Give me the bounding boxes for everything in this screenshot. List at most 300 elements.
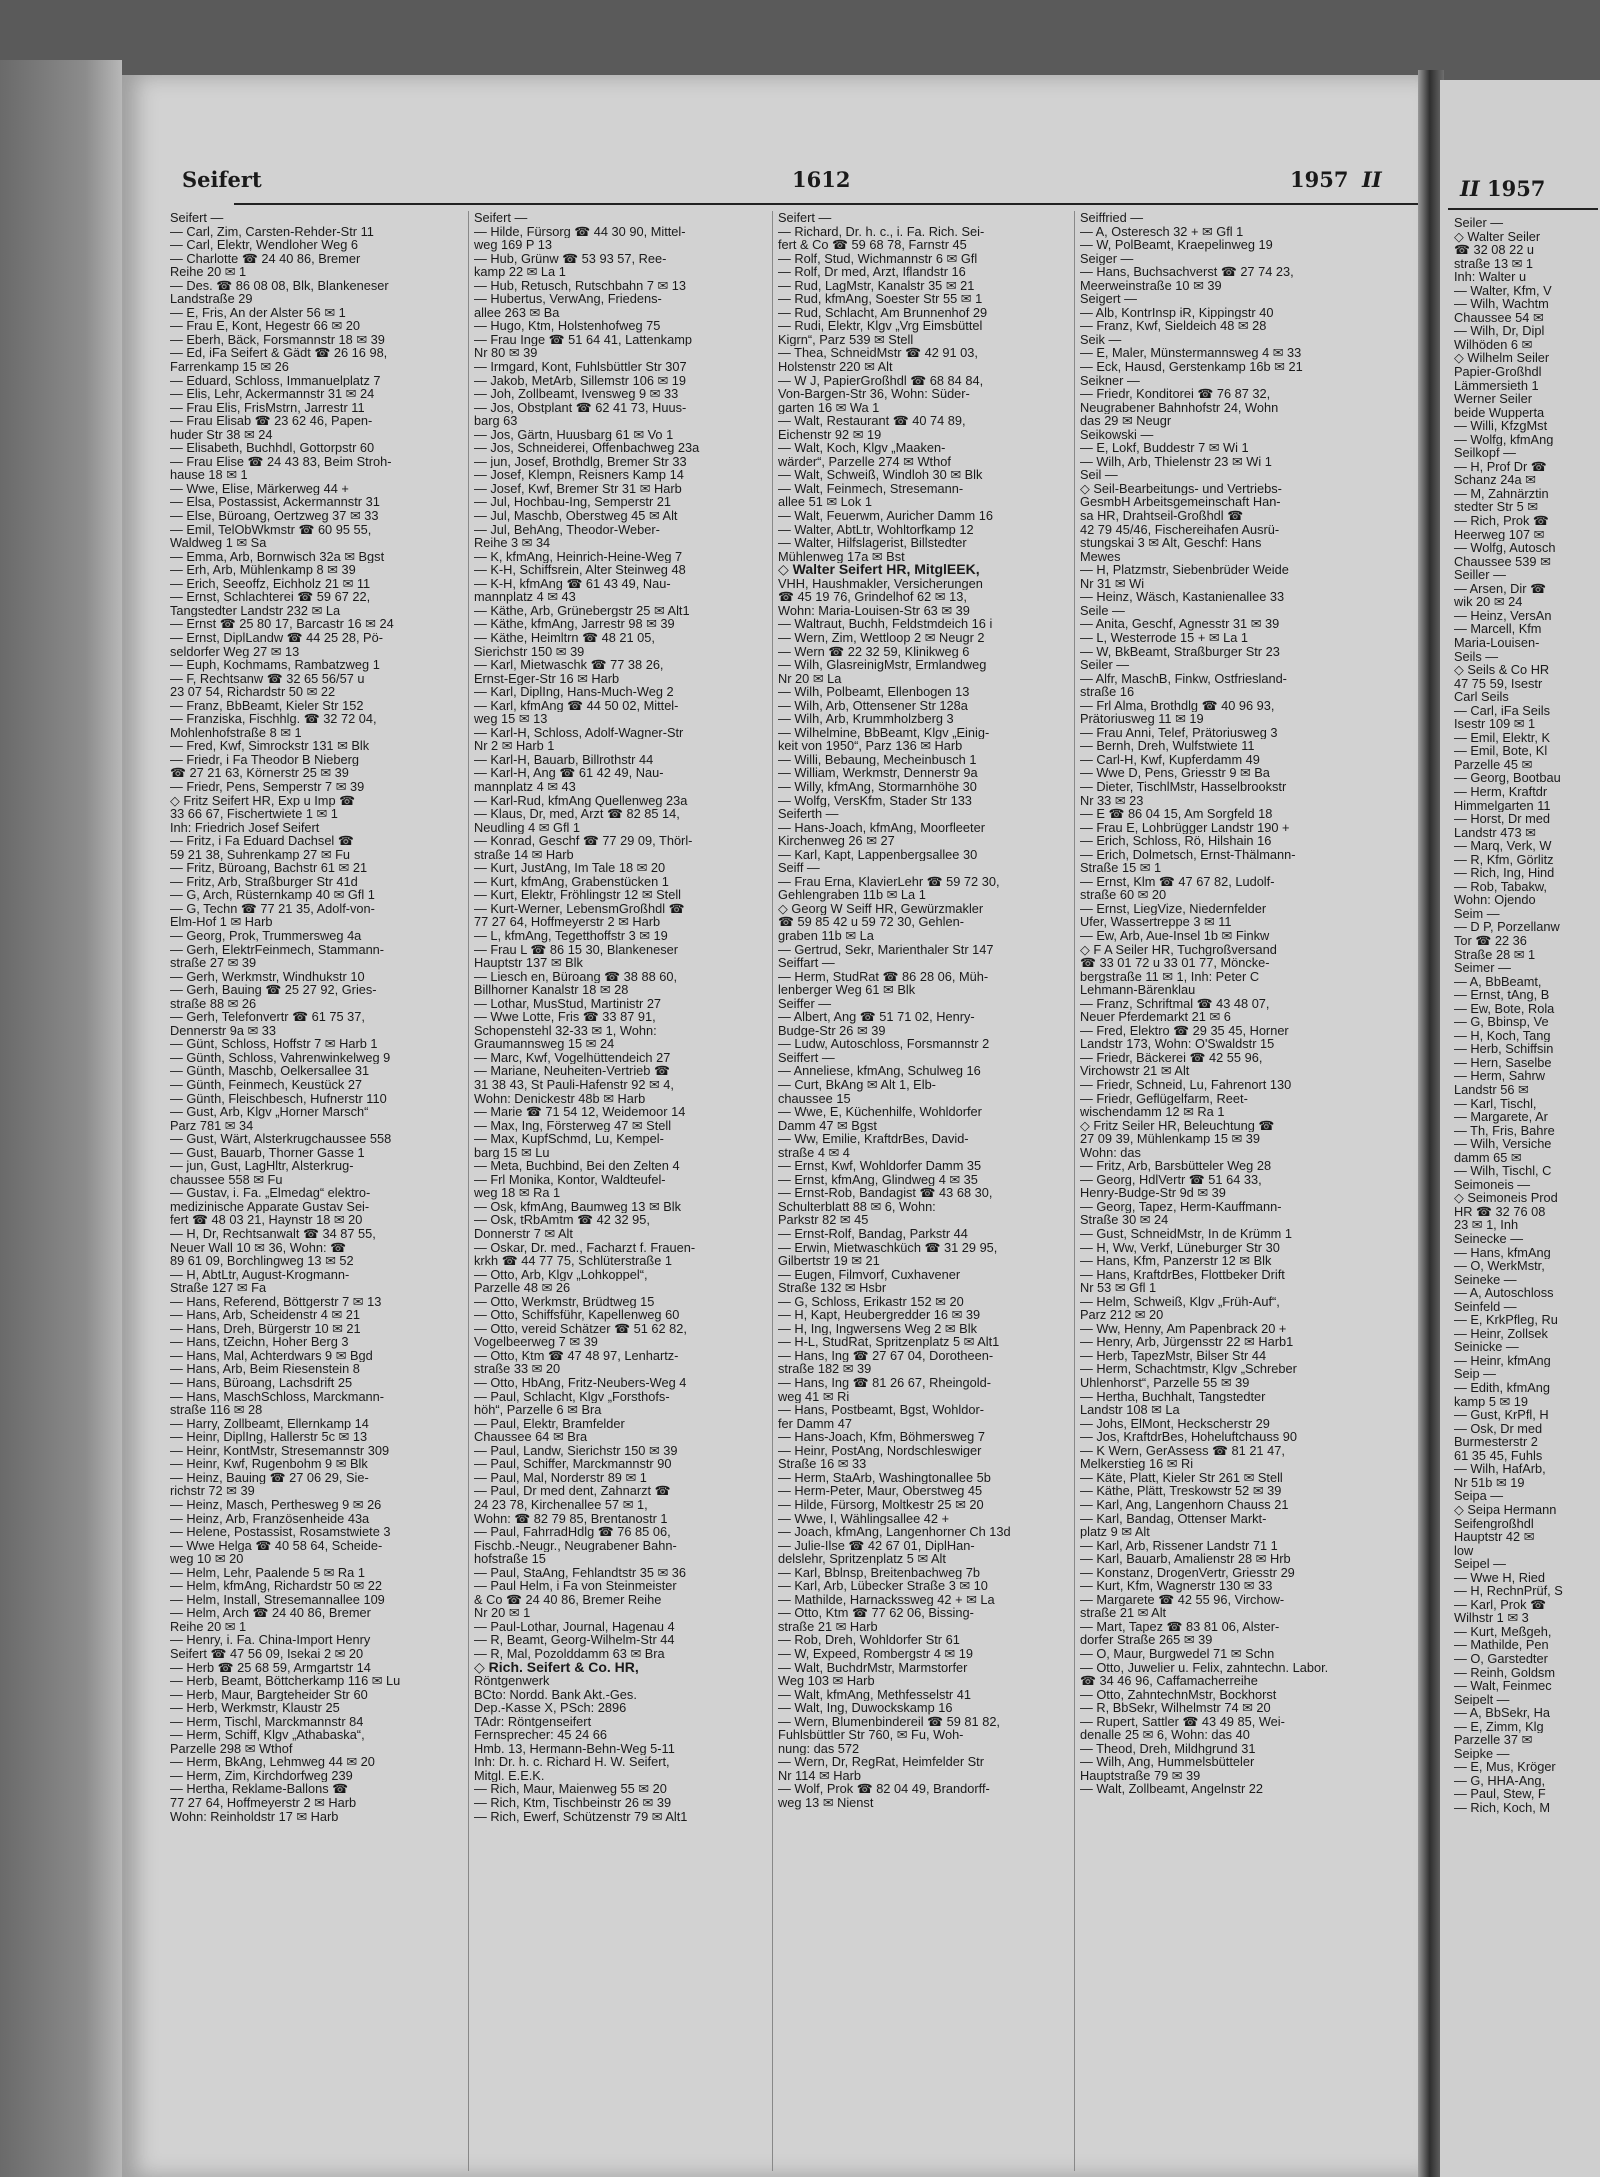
- directory-entry-line: Elm-Hof 1 ✉ Harb: [170, 915, 273, 929]
- directory-entry-line: — Albert, Ang ☎ 51 71 02, Henry-: [778, 1010, 975, 1024]
- directory-entry-line: — Wwe Helga ☎ 40 58 64, Scheide-: [170, 1538, 383, 1553]
- directory-entry-line: — Wolfg, VersKfm, Stader Str 133: [778, 793, 972, 808]
- directory-entry-line: — Ernst, DiplLandw ☎ 44 25 28, Pö-: [170, 630, 383, 645]
- directory-entry-line: sa HR, Drahtseil-Großhdl ☎: [1080, 509, 1244, 523]
- facing-entry-line: — Ernst, tAng, B: [1454, 988, 1550, 1002]
- directory-entry-line: — Walt, Feuerwm, Auricher Damm 16: [778, 509, 993, 523]
- directory-entry-line: krkh ☎ 44 77 75, Schlüterstraße 1: [474, 1254, 673, 1268]
- directory-entry-line: — Frau L ☎ 86 15 30, Blankeneser: [474, 942, 678, 957]
- directory-entry-line: — Frau E, Kont, Hegestr 66 ✉ 20: [170, 319, 360, 333]
- directory-entry-line: ◇ Rich. Seifert & Co. HR,: [474, 1660, 639, 1675]
- directory-entry-line: — Herb, TapezMstr, Bilser Str 44: [1080, 1348, 1267, 1363]
- directory-entry-line: — Rolf, Stud, Wichmannstr 6 ✉ Gfl: [778, 251, 978, 266]
- column-4: [1080, 211, 1395, 1796]
- directory-entry-line: — Herb, Werkmstr, Klaustr 25: [170, 1701, 340, 1715]
- directory-entry-line: — Gustav, i. Fa. „Elmedag“ elektro-: [170, 1186, 371, 1200]
- directory-entry-line: Reihe 20 ✉ 1: [170, 265, 247, 279]
- directory-entry-line: Seiferth —: [778, 807, 839, 821]
- directory-entry-line: — Hans, Referend, Böttgerstr 7 ✉ 13: [170, 1294, 382, 1309]
- directory-entry-line: — Otto, Werkmstr, Brüdtweg 15: [474, 1294, 655, 1309]
- directory-entry-line: — Fritz, Büroang, Bachstr 61 ✉ 21: [170, 861, 368, 875]
- facing-entry-line: — Karl, Tischl,: [1454, 1096, 1537, 1111]
- directory-entry-line: — Ernst, Kwf, Wohldorfer Damm 35: [778, 1159, 982, 1173]
- directory-entry-line: — Marc, Kwf, Vogelhüttendeich 27: [474, 1050, 671, 1065]
- directory-entry-line: straße 27 ✉ 39: [170, 956, 257, 970]
- facing-entry-line: — Karl, Prok ☎: [1454, 1597, 1547, 1612]
- directory-entry-line: — Osk, kfmAng, Baumweg 13 ✉ Blk: [474, 1199, 682, 1214]
- directory-entry-line: Nr 2 ✉ Harb 1: [474, 739, 555, 753]
- directory-entry-line: Melkerstieg 16 ✉ Ri: [1080, 1457, 1194, 1471]
- directory-entry-line: Straße 132 ✉ Hsbr: [778, 1281, 887, 1295]
- directory-entry-line: — Eugen, Filmvorf, Cuxhavener: [778, 1267, 961, 1282]
- facing-page-year: 1957: [1486, 176, 1546, 201]
- directory-entry-line: — Hans, Mal, Achterdwars 9 ✉ Bgd: [170, 1348, 373, 1363]
- directory-entry-line: Fuhlsbüttler Str 760, ✉ Fu, Woh-: [778, 1728, 964, 1742]
- directory-entry-line: — Käthe, Plätt, Treskowstr 52 ✉ 39: [1080, 1484, 1282, 1498]
- directory-entry-line: — Helene, Postassist, Rosamstwiete 3: [170, 1525, 391, 1539]
- directory-entry-line: — Hans, Arb, Beim Riesenstein 8: [170, 1362, 360, 1377]
- directory-entry-line: Reihe 3 ✉ 34: [474, 536, 551, 550]
- directory-entry-line: — Rud, kfmAng, Soester Str 55 ✉ 1: [778, 292, 983, 306]
- directory-entry-line: — Ernst-Rob, Bandagist ☎ 43 68 30,: [778, 1186, 993, 1200]
- facing-entry-line: Seiller —: [1454, 568, 1506, 582]
- directory-entry-line: medizinische Apparate Gustav Sei-: [170, 1199, 370, 1214]
- directory-entry-line: TAdr: Röntgenseifert: [474, 1714, 592, 1729]
- facing-entry-line: Landstr 56 ✉: [1454, 1083, 1529, 1097]
- directory-entry-line: — Kurt, Kfm, Wagnerstr 130 ✉ 33: [1080, 1579, 1273, 1593]
- directory-entry-line: straße 182 ✉ 39: [778, 1362, 872, 1377]
- directory-entry-line: ☎ 34 46 96, Caffamacherreihe: [1080, 1674, 1258, 1688]
- directory-entry-line: Seifert —: [474, 211, 528, 225]
- directory-entry-line: — Frau Elise ☎ 24 43 83, Beim Stroh-: [170, 454, 392, 469]
- directory-entry-line: — Liesch en, Büroang ☎ 38 88 60,: [474, 969, 678, 984]
- directory-entry-line: — Käthe, kfmAng, Jarrestr 98 ✉ 39: [474, 617, 675, 631]
- directory-entry-line: Seil —: [1080, 468, 1118, 482]
- facing-entry-line: — Wilh, Tischl, C: [1454, 1164, 1552, 1178]
- directory-entry-line: — Frl Monika, Kontor, Waldteufel-: [474, 1172, 666, 1187]
- directory-entry-line: Schulterblatt 88 ✉ 6, Wohn:: [778, 1199, 936, 1214]
- facing-entry-line: Parzelle 45 ✉: [1454, 757, 1533, 772]
- facing-entry-line: — Margarete, Ar: [1454, 1110, 1548, 1124]
- facing-entry-line: Seipke —: [1454, 1746, 1510, 1761]
- directory-entry-line: Seiffert —: [778, 1050, 835, 1065]
- directory-entry-line: — Curt, BkAng ✉ Alt 1, Elb-: [778, 1078, 936, 1092]
- directory-entry-line: Hauptstraße 79 ✉ 39: [1080, 1768, 1201, 1783]
- facing-entry-line: 47 75 59, Isestr: [1454, 676, 1543, 691]
- directory-entry-line: — Georg, HdlVertr ☎ 51 64 33,: [1080, 1172, 1262, 1187]
- directory-entry-line: — Herm, StudRat ☎ 86 28 06, Müh-: [778, 969, 989, 984]
- directory-entry-line: — Friedr, Schneid, Lu, Fahrenort 130: [1080, 1078, 1292, 1092]
- directory-entry-line: — W, BkBeamt, Straßburger Str 23: [1080, 644, 1280, 659]
- directory-entry-line: Seifert ☎ 47 56 09, Isekai 2 ✉ 20: [170, 1646, 364, 1661]
- directory-entry-line: Inh: Friedrich Josef Seifert: [170, 820, 320, 835]
- facing-entry-line: — Rob, Tabakw,: [1454, 879, 1547, 894]
- directory-entry-line: — Paul, Schlacht, Klgv „Forsthofs-: [474, 1389, 670, 1404]
- directory-entry-line: — Jos, KraftdrBes, Hoheluftchauss 90: [1080, 1430, 1297, 1444]
- facing-entry-line: — Arsen, Dir ☎: [1454, 581, 1547, 596]
- directory-entry-line: barg 63: [474, 414, 518, 428]
- facing-entry-line: stedter Str 5 ✉: [1454, 500, 1538, 515]
- directory-entry-line: weg 169 P 13: [474, 238, 553, 252]
- facing-entry-line: beide Wupperta: [1454, 405, 1545, 420]
- page-header-name: Seifert: [182, 167, 262, 192]
- directory-entry-line: — Alb, KontrInsp iR, Kippingstr 40: [1080, 305, 1274, 320]
- directory-entry-line: — Hans-Joach, kfmAng, Moorfleeter: [778, 820, 985, 835]
- directory-entry-line: — Erwin, Mietwaschküch ☎ 31 29 95,: [778, 1240, 998, 1255]
- directory-entry-line: Kirchenweg 26 ✉ 27: [778, 834, 895, 848]
- directory-entry-line: — W, PolBeamt, Kraepelinweg 19: [1080, 238, 1273, 252]
- directory-entry-line: — Karl, Mietwaschk ☎ 77 38 26,: [474, 658, 664, 672]
- directory-entry-line: Virchowstr 21 ✉ Alt: [1080, 1064, 1190, 1078]
- facing-entry-line: — Wilh, Versiche: [1454, 1137, 1552, 1151]
- directory-entry-line: Landstr 173, Wohn: O'Swaldstr 15: [1080, 1037, 1275, 1051]
- directory-entry-line: — Franziska, Fischhlg. ☎ 32 72 04,: [170, 712, 377, 726]
- directory-entry-line: — Ludw, Autoschloss, Forsmannstr 2: [778, 1037, 990, 1051]
- directory-entry-line: — Hans, tZeichn, Hoher Berg 3: [170, 1335, 349, 1349]
- facing-entry-line: Burmesterstr 2: [1454, 1435, 1538, 1449]
- directory-entry-line: — Hans-Joach, Kfm, Böhmersweg 7: [778, 1430, 985, 1444]
- facing-entry-line: — D P, Porzellanw: [1454, 920, 1560, 934]
- facing-entry-line: — Rich, Koch, M: [1454, 1800, 1551, 1815]
- directory-entry-line: Röntgenwerk: [474, 1674, 550, 1688]
- directory-entry-line: Neugrabener Bahnhofstr 24, Wohn: [1080, 400, 1279, 415]
- directory-entry-line: Ernst-Eger-Str 16 ✉ Harb: [474, 671, 620, 686]
- directory-entry-line: — E, Fris, An der Alster 56 ✉ 1: [170, 305, 346, 320]
- directory-entry-line: — Jakob, MetArb, Sillemstr 106 ✉ 19: [474, 373, 686, 388]
- facing-entry-line: Seils —: [1454, 649, 1499, 664]
- directory-entry-line: — Walt, Zollbeamt, Angelnstr 22: [1080, 1782, 1264, 1796]
- directory-entry-line: — Erich, Dolmetsch, Ernst-Thälmann-: [1080, 847, 1296, 862]
- directory-entry-line: — Paul, Landw, Sierichstr 150 ✉ 39: [474, 1443, 678, 1458]
- directory-entry-line: — Max, Ing, Försterweg 47 ✉ Stell: [474, 1118, 672, 1133]
- directory-entry-line: Wohn: ☎ 82 79 85, Brentanostr 1: [474, 1511, 668, 1526]
- directory-entry-line: Mewes: [1080, 549, 1121, 564]
- directory-entry-line: — Henry, Arb, Jürgensstr 22 ✉ Harb1: [1080, 1335, 1294, 1349]
- facing-entry-line: — Willi, KfzgMst: [1454, 419, 1548, 433]
- directory-entry-line: Tangstedter Landstr 232 ✉ La: [170, 603, 341, 618]
- directory-entry-line: Parkstr 82 ✉ 45: [778, 1213, 869, 1228]
- directory-entry-line: — Käthe, Heimltrn ☎ 48 21 05,: [474, 630, 655, 645]
- directory-entry-line: — Hub, Grünw ☎ 53 93 57, Ree-: [474, 251, 667, 266]
- directory-entry-line: — Henry, i. Fa. China-Import Henry: [170, 1633, 371, 1647]
- facing-entry-line: — Horst, Dr med: [1454, 812, 1550, 826]
- directory-entry-line: straße 21 ✉ Alt: [1080, 1606, 1167, 1620]
- facing-entry-line: — Herm, Kraftdr: [1454, 784, 1548, 799]
- directory-entry-line: — Wolf, Prok ☎ 82 04 49, Brandorff-: [778, 1782, 990, 1796]
- facing-entry-line: Seifengroßhdl: [1454, 1516, 1534, 1531]
- directory-entry-line: Seiff —: [778, 861, 820, 875]
- header-rule: [234, 203, 1419, 205]
- directory-entry-line: — A, Osteresch 32 + ✉ Gfl 1: [1080, 224, 1244, 239]
- directory-entry-line: platz 9 ✉ Alt: [1080, 1525, 1150, 1539]
- left-edge-shadow: [0, 60, 122, 2177]
- directory-entry-line: — Rich, Ktm, Tischbeinstr 26 ✉ 39: [474, 1795, 672, 1810]
- directory-entry-line: weg 18 ✉ Ra 1: [474, 1186, 561, 1200]
- directory-entry-line: — Wern, Dr, RegRat, Heimfelder Str: [778, 1755, 984, 1769]
- directory-entry-line: — Gertrud, Sekr, Marienthaler Str 147: [778, 942, 994, 957]
- facing-entry-line: ◇ Wilhelm Seiler: [1454, 351, 1550, 366]
- directory-entry-line: — Heinz, Bauing ☎ 27 06 29, Sie-: [170, 1470, 369, 1485]
- facing-entry-line: — H, RechnPrüf, S: [1454, 1584, 1563, 1598]
- directory-entry-line: ☎ 33 01 72 u 33 01 77, Möncke-: [1080, 956, 1270, 970]
- directory-entry-line: Nr 80 ✉ 39: [474, 346, 538, 361]
- directory-entry-line: — Günth, Maschb, Oelkersallee 31: [170, 1064, 370, 1078]
- directory-entry-line: — Gerh, Bauing ☎ 25 27 92, Gries-: [170, 983, 377, 997]
- directory-entry-line: Neudling 4 ✉ Gfl 1: [474, 820, 581, 835]
- directory-entry-line: ☎ 45 19 76, Grindelhof 62 ✉ 13,: [778, 590, 967, 604]
- facing-entry-line: — R, Kfm, Görlitz: [1454, 852, 1554, 867]
- directory-entry-line: Seiger —: [1080, 251, 1134, 266]
- directory-entry-line: Nr 31 ✉ Wi: [1080, 576, 1145, 591]
- facing-entry-line: — A, BbSekr, Ha: [1454, 1706, 1551, 1720]
- directory-entry-line: — Helm, Install, Stresemannallee 109: [170, 1592, 385, 1607]
- directory-entry-line: — Franz, Schriftmal ☎ 43 48 07,: [1080, 996, 1270, 1011]
- facing-page: [1440, 80, 1600, 2177]
- directory-entry-line: ◇ Fritz Seiler HR, Beleuchtung ☎: [1080, 1118, 1275, 1133]
- directory-entry-line: — O, Maur, Burgwedel 71 ✉ Schn: [1080, 1646, 1275, 1661]
- directory-entry-line: — Kurt, JustAng, Im Tale 18 ✉ 20: [474, 861, 666, 875]
- directory-entry-line: — H, Kapt, Heubergredder 16 ✉ 39: [778, 1308, 981, 1322]
- directory-entry-line: höh“, Parzelle 6 ✉ Bra: [474, 1403, 602, 1417]
- directory-entry-line: straße 14 ✉ Harb: [474, 847, 574, 862]
- directory-entry-line: Ufer, Wassertreppe 3 ✉ 11: [1080, 915, 1232, 929]
- directory-entry-line: — Eck, Hausd, Gerstenkamp 16b ✉ 21: [1080, 360, 1303, 374]
- facing-entry-line: Straße 28 ✉ 1: [1454, 947, 1536, 962]
- directory-entry-line: — Eberh, Bäck, Forsmannstr 18 ✉ 39: [170, 332, 385, 347]
- directory-entry-line: fer Damm 47: [778, 1416, 852, 1431]
- directory-entry-line: nung: das 572: [778, 1741, 860, 1756]
- directory-entry-line: — Rich, Maur, Maienweg 55 ✉ 20: [474, 1782, 667, 1796]
- directory-entry-line: — Wern, Zim, Wettloop 2 ✉ Neugr 2: [778, 630, 985, 645]
- directory-entry-line: Fernsprecher: 45 24 66: [474, 1728, 608, 1742]
- directory-entry-line: Inh: Dr. h. c. Richard H. W. Seifert,: [474, 1755, 670, 1769]
- facing-entry-line: Werner Seiler: [1454, 392, 1532, 406]
- facing-page-column: [1454, 216, 1600, 1815]
- directory-entry-line: Fischb.-Neugr., Neugrabener Bahn-: [474, 1538, 677, 1553]
- directory-entry-line: ☎ 59 85 42 u 59 72 30, Gehlen-: [778, 915, 964, 929]
- directory-entry-line: Nr 20 ✉ 1: [474, 1606, 531, 1620]
- directory-entry-line: — Carl-H, Kwf, Kupferdamm 49: [1080, 752, 1260, 767]
- directory-entry-line: — Rudi, Elektr, Klgv „Vrg Eimsbüttel: [778, 319, 983, 333]
- directory-entry-line: — Walt, Koch, Klgv „Maaken-: [778, 441, 946, 455]
- directory-entry-line: — Friedr, Geflügelfarm, Reet-: [1080, 1091, 1248, 1106]
- directory-entry-line: — K-H, kfmAng ☎ 61 43 49, Nau-: [474, 576, 671, 591]
- directory-entry-line: Weg 103 ✉ Harb: [778, 1674, 875, 1688]
- directory-entry-line: — Karl, Bandag, Ottenser Markt-: [1080, 1511, 1267, 1526]
- directory-entry-line: Vogelbeerweg 7 ✉ 39: [474, 1335, 598, 1349]
- directory-entry-line: — K Wern, GerAssess ☎ 81 21 47,: [1080, 1443, 1285, 1458]
- directory-entry-line: 59 21 38, Suhrenkamp 27 ✉ Fu: [170, 847, 351, 862]
- directory-entry-line: — Carl, Elektr, Wendloher Weg 6: [170, 238, 359, 252]
- facing-entry-line: — Walt, Feinmec: [1454, 1679, 1552, 1693]
- directory-entry-line: — Hugo, Ktm, Holstenhofweg 75: [474, 319, 661, 333]
- directory-entry-line: weg 10 ✉ 20: [170, 1552, 244, 1566]
- directory-entry-line: — Karl-H, Ang ☎ 61 42 49, Nau-: [474, 766, 664, 780]
- directory-entry-line: — Paul, Dr med dent, Zahnarzt ☎: [474, 1484, 671, 1498]
- facing-entry-line: Tor ☎ 22 36: [1454, 933, 1527, 948]
- directory-entry-line: — Fritz, i Fa Eduard Dachsel ☎: [170, 834, 354, 848]
- directory-entry-line: — Hertha, Reklame-Ballons ☎: [170, 1782, 349, 1796]
- directory-entry-line: — Fritz, Arb, Barsbütteler Weg 28: [1080, 1159, 1272, 1173]
- directory-entry-line: — Max, KupfSchmd, Lu, Kempel-: [474, 1132, 664, 1146]
- directory-entry-line: — Theod, Dreh, Mildhgrund 31: [1080, 1741, 1256, 1756]
- directory-entry-line: — Herb, Beamt, Böttcherkamp 116 ✉ Lu: [170, 1674, 401, 1688]
- directory-entry-line: — Hans, Ing ☎ 81 26 67, Rheingold-: [778, 1376, 991, 1390]
- directory-entry-line: — Hilde, Fürsorg ☎ 44 30 90, Mittel-: [474, 224, 686, 239]
- facing-entry-line: Chaussee 539 ✉: [1454, 554, 1551, 569]
- directory-entry-line: — Karl-H, Schloss, Adolf-Wagner-Str: [474, 725, 684, 740]
- facing-entry-line: — Walter, Kfm, V: [1454, 283, 1552, 298]
- directory-entry-line: weg 13 ✉ Nienst: [778, 1795, 874, 1810]
- directory-entry-line: — E ☎ 86 04 15, Am Sorgfeld 18: [1080, 807, 1273, 821]
- directory-entry-line: straße 88 ✉ 26: [170, 996, 257, 1011]
- directory-entry-line: — Paul, FahrradHdlg ☎ 76 85 06,: [474, 1525, 671, 1539]
- facing-entry-line: Chaussee 54 ✉: [1454, 310, 1544, 325]
- directory-entry-line: Mühlenweg 17a ✉ Bst: [778, 549, 905, 564]
- facing-entry-line: — H, Koch, Tang: [1454, 1028, 1551, 1043]
- directory-entry-line: 33 66 67, Fischertwiete 1 ✉ 1: [170, 807, 338, 821]
- directory-entry-line: Waldweg 1 ✉ Sa: [170, 536, 267, 550]
- directory-entry-line: Uhlenhorst“, Parzelle 55 ✉ 39: [1080, 1376, 1250, 1390]
- directory-entry-line: — Rob, Dreh, Wohldorfer Str 61: [778, 1633, 960, 1647]
- directory-entry-line: Nr 114 ✉ Harb: [778, 1768, 862, 1783]
- column-divider: [1074, 211, 1075, 2171]
- directory-entry-line: — Paul, Schiffer, Marckmannstr 90: [474, 1457, 672, 1471]
- directory-entry-line: — Hans, Postbeamt, Bgst, Wohldor-: [778, 1403, 985, 1417]
- directory-entry-line: — Otto, Ktm ☎ 77 62 06, Bissing-: [778, 1606, 974, 1620]
- directory-entry-line: — Rud, Schlacht, Am Brunnenhof 29: [778, 305, 988, 320]
- facing-entry-line: — Herm, Sahrw: [1454, 1069, 1546, 1083]
- directory-entry-line: — Rud, LagMstr, Kanalstr 35 ✉ 21: [778, 278, 975, 293]
- facing-entry-line: — Paul, Stew, F: [1454, 1787, 1546, 1801]
- directory-entry-line: — Osk, tRbAmtm ☎ 42 32 95,: [474, 1213, 650, 1228]
- directory-entry-line: Seiffart —: [778, 956, 835, 970]
- directory-entry-line: BCto: Nordd. Bank Akt.-Ges.: [474, 1687, 637, 1702]
- directory-entry-line: — Walt, Schweiß, Windloh 30 ✉ Blk: [778, 468, 983, 482]
- directory-entry-line: — Karl, Arb, Lübecker Straße 3 ✉ 10: [778, 1579, 988, 1593]
- directory-entry-line: — Gerh, Telefonvertr ☎ 61 75 37,: [170, 1010, 365, 1024]
- directory-entry-line: — Wwe Lotte, Fris ☎ 33 87 91,: [474, 1010, 656, 1024]
- directory-entry-line: — Gust, Bauarb, Thorner Gasse 1: [170, 1145, 365, 1160]
- directory-entry-line: Straße 30 ✉ 24: [1080, 1213, 1169, 1228]
- directory-entry-line: — Wilh, Ang, Hummelsbütteler: [1080, 1755, 1255, 1769]
- facing-entry-line: ◇ Seimoneis Prod: [1454, 1191, 1558, 1205]
- directory-entry-line: — Jul, Hochbau-Ing, Semperstr 21: [474, 495, 672, 510]
- directory-entry-line: — Gust, Wärt, Alsterkrugchaussee 558: [170, 1132, 392, 1146]
- directory-entry-line: — Wwe, I, Wählingsallee 42 +: [778, 1511, 950, 1526]
- directory-entry-line: das 29 ✉ Neugr: [1080, 414, 1172, 428]
- directory-entry-line: ◇ F A Seiler HR, Tuchgroßversand: [1080, 942, 1277, 957]
- directory-entry-line: — Wilh, GlasreinigMstr, Ermlandweg: [778, 658, 987, 672]
- directory-entry-line: Straße 15 ✉ 1: [1080, 861, 1162, 875]
- directory-entry-line: — Frau Inge ☎ 51 64 41, Lattenkamp: [474, 332, 692, 347]
- facing-entry-line: Isestr 109 ✉ 1: [1454, 717, 1536, 731]
- directory-entry-line: — Herb ☎ 25 68 59, Armgartstr 14: [170, 1660, 371, 1675]
- directory-entry-line: — Jul, Maschb, Oberstweg 45 ✉ Alt: [474, 509, 678, 523]
- facing-entry-line: — Hern, Saselbe: [1454, 1055, 1552, 1070]
- directory-entry-line: VHH, Haushmakler, Versicherungen: [778, 576, 983, 591]
- directory-entry-line: fert ☎ 48 03 21, Haynstr 18 ✉ 20: [170, 1213, 363, 1228]
- directory-entry-line: — Ww, Emilie, KraftdrBes, David-: [778, 1132, 969, 1146]
- facing-entry-line: HR ☎ 32 76 08: [1454, 1204, 1546, 1219]
- facing-entry-line: Seimoneis —: [1454, 1177, 1531, 1192]
- facing-entry-line: Seinecke —: [1454, 1232, 1523, 1246]
- directory-entry-line: — Ed, iFa Seifert & Gädt ☎ 26 16 98,: [170, 346, 388, 361]
- facing-entry-line: — H, Prof Dr ☎: [1454, 459, 1547, 474]
- directory-entry-line: — Hans, Ing ☎ 27 67 04, Dorotheen-: [778, 1348, 994, 1363]
- directory-entry-line: Eichenstr 92 ✉ 19: [778, 427, 882, 442]
- directory-entry-line: — Hub, Retusch, Rutschbahn 7 ✉ 13: [474, 278, 687, 293]
- directory-entry-line: — Paul Helm, i Fa von Steinmeister: [474, 1579, 677, 1593]
- directory-entry-line: — Walt, Feinmech, Stresemann-: [778, 481, 964, 496]
- directory-entry-line: — Otto, ZahntechnMstr, Bockhorst: [1080, 1687, 1277, 1702]
- directory-entry-line: Seiffried —: [1080, 211, 1144, 225]
- facing-entry-line: — Heinr, kfmAng: [1454, 1353, 1551, 1368]
- facing-entry-line: Heerweg 107 ✉: [1454, 527, 1545, 542]
- directory-entry-line: barg 15 ✉ Lu: [474, 1145, 550, 1160]
- directory-entry-line: Mitgl. E.E.K.: [474, 1768, 545, 1783]
- directory-entry-line: — Günth, Schloss, Vahrenwinkelweg 9: [170, 1050, 391, 1065]
- directory-entry-line: — Walter, Hilfslagerist, Billstedter: [778, 536, 967, 550]
- directory-entry-line: — Georg, Tapez, Herm-Kauffmann-: [1080, 1199, 1282, 1214]
- directory-entry-line: — Herm, Schachtmstr, Klgv „Schreber: [1080, 1362, 1297, 1377]
- directory-entry-line: — Otto, HbAng, Fritz-Neubers-Weg 4: [474, 1376, 687, 1390]
- facing-entry-line: ☎ 32 08 22 u: [1454, 243, 1534, 257]
- directory-entry-line: — Wilh, Polbeamt, Ellenbogen 13: [778, 685, 970, 699]
- facing-entry-line: Seimer —: [1454, 961, 1511, 975]
- directory-entry-line: Wohn: das: [1080, 1145, 1141, 1160]
- directory-entry-line: — Karl, Arb, Rissener Landstr 71 1: [1080, 1538, 1278, 1553]
- directory-entry-line: ◇ Seil-Bearbeitungs- und Vertriebs-: [1080, 481, 1282, 496]
- directory-entry-line: Farrenkamp 15 ✉ 26: [170, 360, 289, 374]
- directory-entry-line: graben 11b ✉ La: [778, 928, 874, 943]
- directory-entry-line: — Hans, Dreh, Bürgerstr 10 ✉ 21: [170, 1321, 361, 1336]
- directory-entry-line: — L, Westerrode 15 + ✉ La 1: [1080, 630, 1249, 645]
- directory-entry-line: Seifert —: [170, 211, 224, 225]
- directory-entry-line: Budge-Str 26 ✉ 39: [778, 1023, 886, 1038]
- facing-entry-line: Maria-Louisen-: [1454, 635, 1540, 650]
- directory-entry-line: Prätoriusweg 11 ✉ 19: [1080, 712, 1204, 726]
- directory-entry-line: — Frau Elis, FrisMstrn, Jarrestr 11: [170, 400, 365, 415]
- directory-entry-line: — Hans, Arb, Scheidenstr 4 ✉ 21: [170, 1308, 360, 1322]
- directory-entry-line: — Joach, kfmAng, Langenhorner Ch 13d: [778, 1525, 1011, 1539]
- directory-entry-line: straße 116 ✉ 28: [170, 1403, 263, 1417]
- directory-entry-line: — Jos, Obstplant ☎ 62 41 73, Huus-: [474, 400, 687, 415]
- directory-entry-line: ◇ Walter Seifert HR, MitglEEK,: [778, 563, 980, 577]
- directory-entry-line: Reihe 20 ✉ 1: [170, 1619, 247, 1634]
- directory-entry-line: & Co ☎ 24 40 86, Bremer Reihe: [474, 1592, 662, 1607]
- directory-entry-line: — Karl, DiplIng, Hans-Much-Weg 2: [474, 685, 674, 699]
- directory-entry-line: bergstraße 11 ✉ 1, Inh: Peter C: [1080, 969, 1260, 984]
- directory-entry-line: — Paul, StaAng, Fehlandtstr 35 ✉ 36: [474, 1565, 687, 1580]
- directory-entry-line: — Kurt, kfmAng, Grabenstücken 1: [474, 874, 669, 889]
- directory-entry-line: — Julie-Ilse ☎ 42 67 01, DiplHan-: [778, 1538, 975, 1553]
- directory-entry-line: Damm 47 ✉ Bgst: [778, 1118, 877, 1133]
- directory-entry-line: Sierichstr 150 ✉ 39: [474, 644, 585, 659]
- directory-entry-line: — Hertha, Buchhalt, Tangstedter: [1080, 1389, 1266, 1404]
- facing-entry-line: Himmelgarten 11: [1454, 798, 1551, 813]
- directory-entry-line: mannplatz 4 ✉ 43: [474, 590, 576, 604]
- facing-entry-line: — Rich, Ing, Hind: [1454, 866, 1555, 880]
- directory-entry-line: hause 18 ✉ 1: [170, 468, 248, 482]
- column-divider: [468, 211, 469, 2171]
- directory-entry-line: Schopenstehl 32-33 ✉ 1, Wohn:: [474, 1023, 657, 1038]
- facing-entry-line: — Th, Fris, Bahre: [1454, 1123, 1555, 1138]
- directory-entry-line: — Friedr, i Fa Theodor B Nieberg: [170, 752, 359, 767]
- directory-entry-line: — Dieter, TischlMstr, Hasselbrookstr: [1080, 779, 1287, 794]
- directory-entry-line: — R, Mal, Pozolddamm 63 ✉ Bra: [474, 1646, 665, 1661]
- directory-entry-line: Seikowski —: [1080, 427, 1154, 442]
